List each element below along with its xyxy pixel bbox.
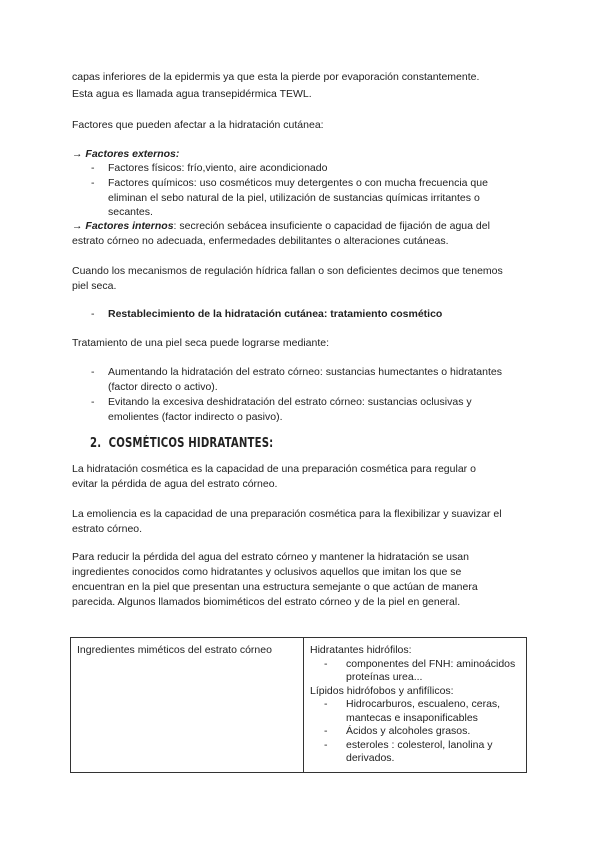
paragraph-line: estrato córneo no adecuada, enfermedades debilitantes o alteraciones cutáneas.	[72, 235, 449, 247]
dash-bullet: -	[91, 162, 95, 174]
list-item: - componentes del FNH: aminoácidos proteínas urea...	[324, 657, 516, 683]
dash-bullet: -	[324, 738, 328, 751]
arrow-icon: →	[72, 148, 83, 160]
dash-bullet: -	[324, 725, 328, 737]
external-factors-heading	[72, 147, 179, 161]
paragraph-line: evitar la pérdida de agua del estrato córneo.	[72, 478, 278, 490]
dash-bullet: -	[91, 308, 95, 320]
list-item: Evitando la excesiva deshidratación del estrato córneo: sustancias oclusivas y	[108, 396, 472, 408]
dash-bullet: -	[91, 366, 95, 378]
dash-bullet: -	[91, 396, 95, 408]
paragraph-line: capas inferiores de la epidermis ya que esta la pierde por evaporación constantemente.	[72, 71, 480, 83]
table-cell-right	[304, 638, 527, 773]
paragraph-line: La hidratación cosmética es la capacidad de una preparación cosmética para regular o	[72, 463, 476, 475]
paragraph-line: encuentran en la piel que presentan una estructura semejante o que actúan de manera	[72, 581, 478, 593]
paragraph-line: estrato córneo.	[72, 523, 143, 535]
paragraph-line: ingredientes conocidos como hidratantes y oclusivos aquellos que imitan los que se	[72, 566, 462, 578]
table-row	[71, 638, 527, 773]
paragraph-line: Cuando los mecanismos de regulación hídrica fallan o son deficientes decimos que tenemos	[72, 265, 503, 277]
list-item: - esteroles : colesterol, lanolina y derivados.	[324, 738, 493, 764]
paragraph-line: parecida. Algunos llamados biomiméticos del estrato córneo y de la piel en general.	[72, 596, 461, 608]
restablecimiento-heading: Restablecimiento de la hidratación cutánea: tratamiento cosmético	[108, 308, 443, 320]
internal-factors	[72, 219, 490, 233]
external-factors-title: Factores externos:	[85, 148, 180, 160]
tratamiento-intro: Tratamiento de una piel seca puede lograrse mediante:	[72, 337, 330, 349]
dash-bullet: -	[91, 177, 95, 189]
paragraph-line: piel seca.	[72, 280, 117, 292]
section-heading	[90, 436, 273, 451]
list-item: Factores físicos: frío,viento, aire acondicionado	[108, 162, 328, 174]
internal-factors-text: : secreción sebácea insuficiente o capacidad de fijación de agua del	[173, 220, 490, 232]
section-number: 2.	[90, 436, 102, 451]
list-item: Aumentando la hidratación del estrato córneo: sustancias humectantes o hidratantes	[108, 366, 502, 378]
list-item-cont: emolientes (factor indirecto o pasivo).	[108, 411, 283, 423]
paragraph-line: Para reducir la pérdida del agua del estrato córneo y mantener la hidratación se usan	[72, 551, 469, 563]
dash-bullet: -	[324, 698, 328, 710]
list-item: Factores químicos: uso cosméticos muy detergentes o con mucha frecuencia que	[108, 177, 488, 189]
paragraph-line: La emoliencia es la capacidad de una preparación cosmética para la flexibilizar y suavizar el	[72, 508, 502, 520]
lipidos-title: Lípidos hidrófobos y anfifílicos:	[310, 684, 454, 697]
list-item-cont: eliminan el sebo natural de la piel, utilización de sustancias químicas irritantes o	[108, 192, 480, 204]
paragraph-line: Esta agua es llamada agua transepidérmica TEWL.	[72, 88, 312, 100]
factors-intro: Factores que pueden afectar a la hidratación cutánea:	[72, 119, 324, 131]
arrow-icon: →	[72, 220, 83, 232]
list-item: - Hidrocarburos, escualeno, ceras, mantecas e insaponificables	[324, 698, 501, 724]
list-item-cont: secantes.	[108, 206, 153, 218]
internal-factors-title: Factores internos	[85, 220, 174, 232]
dash-bullet: -	[324, 657, 328, 670]
hidrofilos-title: Hidratantes hidrófilos:	[310, 644, 412, 656]
list-item-cont: (factor directo o activo).	[108, 381, 218, 393]
table-cell-left: Ingredientes miméticos del estrato córneo	[71, 638, 304, 773]
ingredients-table	[70, 637, 527, 773]
section-title: COSMÉTICOS HIDRATANTES:	[108, 436, 274, 451]
list-item: - Ácidos y alcoholes grasos.	[324, 725, 471, 737]
